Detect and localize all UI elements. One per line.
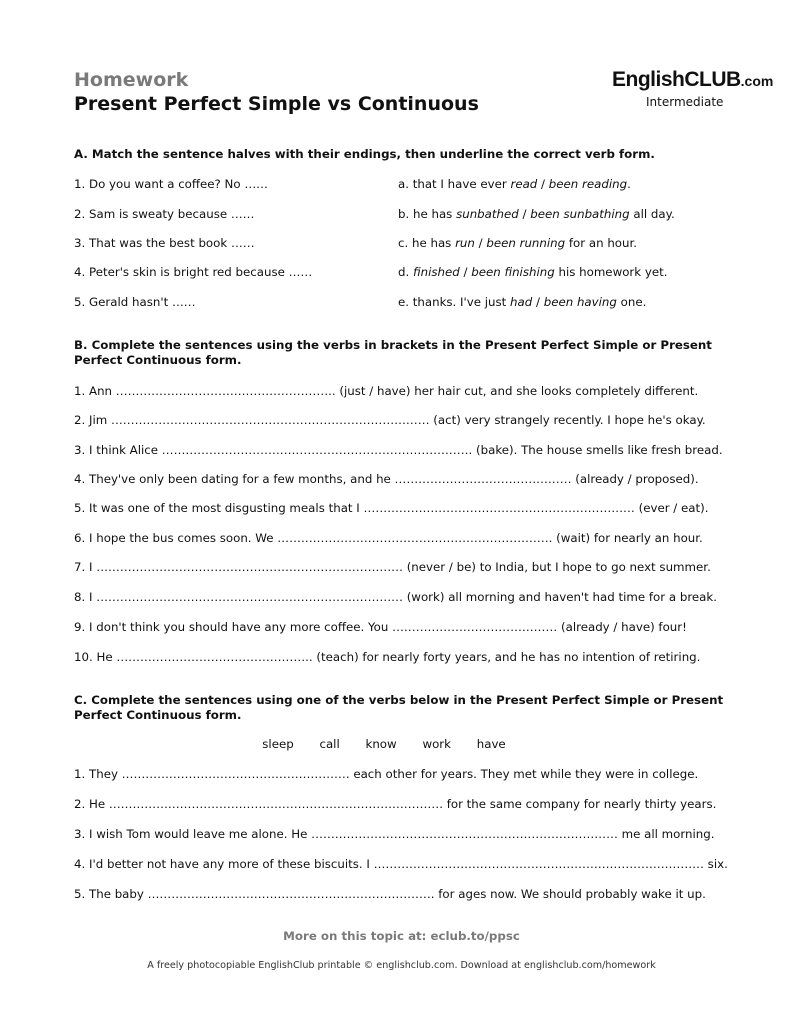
section-b-instruction: B. Complete the sentences using the verbs in brackets in the Present Perfect Simple or Present Perfect Continuous form. [74,338,712,367]
section-a-right-item: c. he has run / been running for an hour. [398,236,638,250]
word-bank-item: sleep [262,737,294,751]
section-c-item: 1. They …………………………………………………. each other for years. They met while they were in college. [74,767,699,781]
verb-option: been running [486,236,566,250]
level-label: Intermediate [646,95,724,109]
verb-option: finished [413,265,460,279]
section-b-item: 8. I …………………………………………………………………… (work) all morning and haven't had time for a break. [74,590,717,604]
verb-option: been reading [548,177,628,191]
section-b-item: 6. I hope the bus comes soon. We ……………………………………………………………. (wait) for nearly an hour. [74,531,703,545]
verb-option: been finishing [471,265,555,279]
word-bank-item: work [422,737,451,751]
section-a-left-item: 2. Sam is sweaty because …… [74,207,255,221]
section-b-item: 3. I think Alice ……………………………………………………………………. (bake). The house smells like fresh bread. [74,443,723,457]
section-a-left-item: 4. Peter's skin is bright red because …… [74,265,313,279]
section-b-item: 5. It was one of the most disgusting meals that I …………………………………………………………… (ever / eat). [74,501,709,515]
section-b-item: 4. They've only been dating for a few months, and he ……………………………………… (already / proposed). [74,472,699,486]
section-a-left-item: 5. Gerald hasn't …… [74,295,196,309]
section-c-item: 3. I wish Tom would leave me alone. He …………………………………………………………………… me all morning. [74,827,715,841]
footer-credit: A freely photocopiable EnglishClub printable © englishclub.com. Download at englishclub.com/homework [147,960,656,971]
verb-option: sunbathed [456,207,519,221]
section-c-instruction: C. Complete the sentences using one of the verbs below in the Present Perfect Simple or Present Perfect Continuous form. [74,693,724,722]
section-c-item: 5. The baby ………………………………………………………………. for ages now. We should probably wake it up. [74,887,706,901]
section-b-item: 9. I don't think you should have any more coffee. You …………………………………… (already / have) four! [74,620,687,634]
worksheet-title: Present Perfect Simple vs Continuous [74,93,479,115]
verb-option: been sunbathing [530,207,630,221]
section-b-item: 1. Ann ……………………………………………….. (just / have) her hair cut, and she looks completely different. [74,384,699,398]
section-c-item: 2. He …………………………………………………………………………. for the same company for nearly thirty years. [74,797,717,811]
section-a-right-item: a. that I have ever read / been reading. [398,177,631,191]
word-bank [0,737,768,751]
section-a-left-item: 1. Do you want a coffee? No …… [74,177,268,191]
section-a-right-item: e. thanks. I've just had / been having one. [398,295,647,309]
logo-suffix: .com [740,73,774,89]
word-bank-item: have [476,737,506,751]
verb-option: read [510,177,538,191]
section-a-right-item: d. finished / been finishing his homework yet. [398,265,668,279]
englishclub-logo [612,68,773,92]
verb-option: been having [543,295,617,309]
word-bank-item: call [319,737,340,751]
section-a-left-item: 3. That was the best book …… [74,236,255,250]
section-b-item: 10. He ………………………………………….. (teach) for nearly forty years, and he has no intention of retiring. [74,650,701,664]
section-c-item: 4. I'd better not have any more of these biscuits. I ………………………………………………………………………… six. [74,857,728,871]
logo-text: EnglishCLUB [612,68,741,91]
worksheet-kicker: Homework [74,69,189,91]
section-a-right-item: b. he has sunbathed / been sunbathing all day. [398,207,675,221]
topic-link[interactable]: eclub.to/ppsc [430,929,520,943]
more-on-topic: More on this topic at: eclub.to/ppsc [283,929,520,943]
verb-option: had [510,295,533,309]
word-bank-item: know [365,737,397,751]
section-a-instruction: A. Match the sentence halves with their endings, then underline the correct verb form. [74,147,655,161]
verb-option: run [455,236,475,250]
section-b-item: 7. I …………………………………………………………………… (never / be) to India, but I hope to go next summer. [74,560,711,574]
section-b-item: 2. Jim ……………………………………………………………………… (act) very strangely recently. I hope he's okay. [74,413,706,427]
